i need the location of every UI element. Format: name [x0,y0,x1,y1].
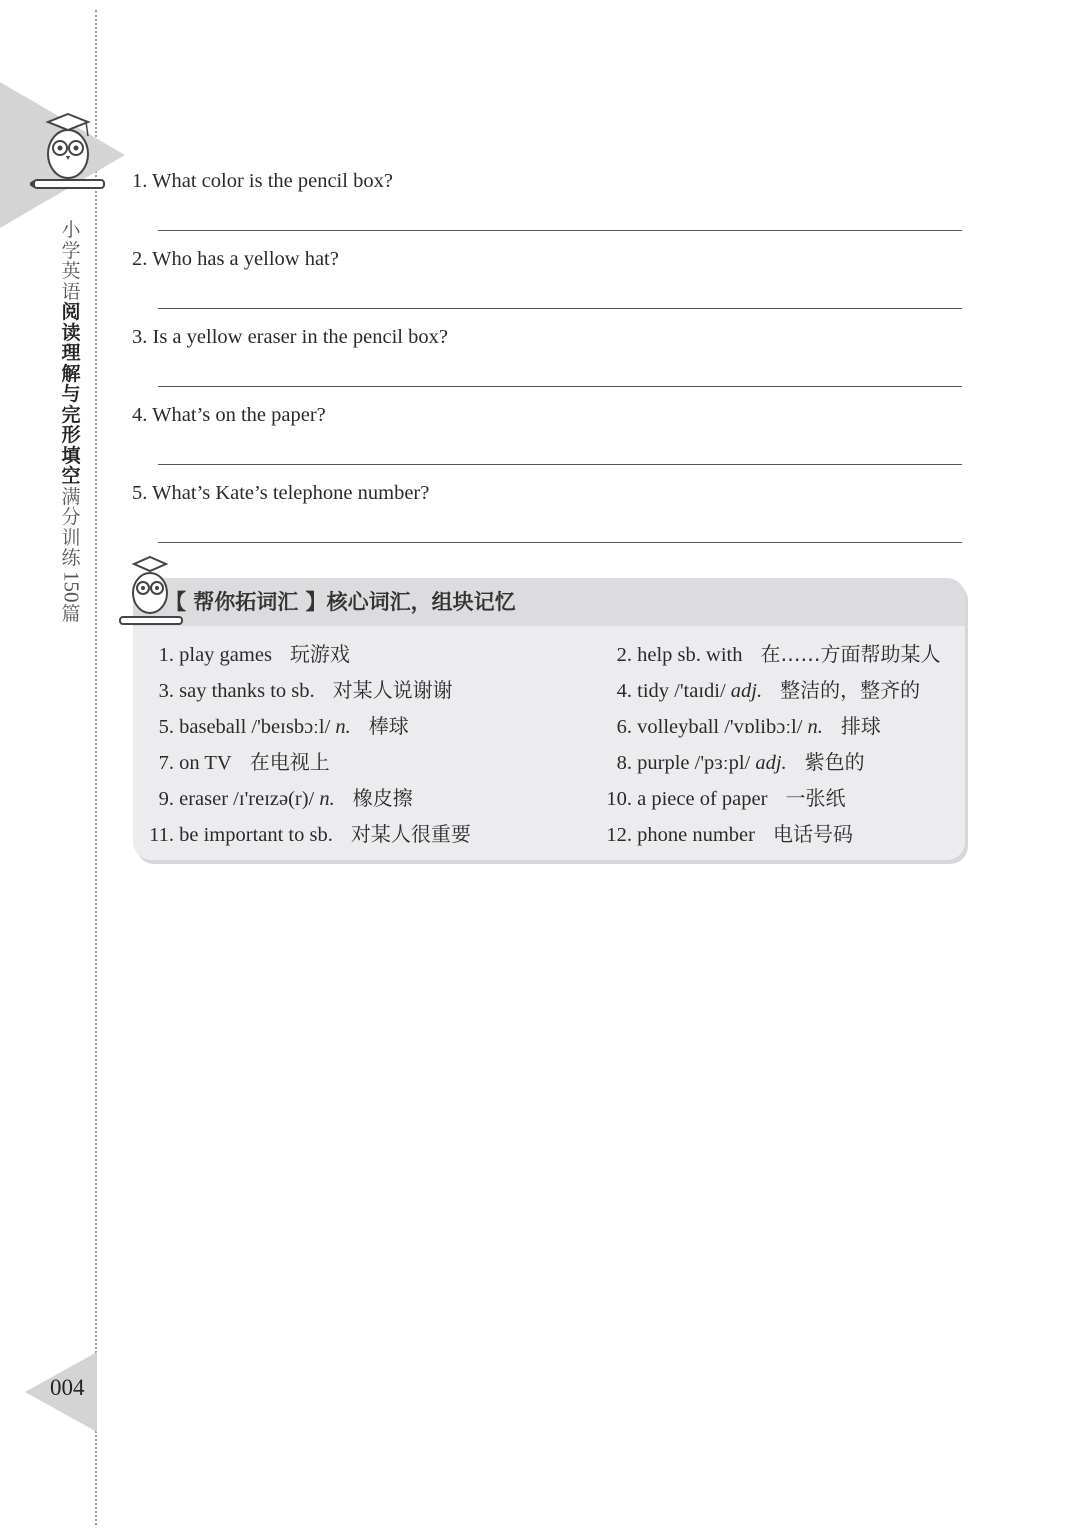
vocab-title: 【 帮你拓词汇 】核心词汇，组块记忆 [165,590,516,614]
vocab-pos: adj. [730,680,763,702]
vocab-pos: n. [335,716,351,738]
vocab-zh: 整洁的，整齐的 [780,678,921,702]
vocab-en: tidy /'taɪdi/ [637,680,726,702]
owl-mascot-icon [30,110,106,194]
vocab-zh: 紫色的 [804,750,865,774]
vocab-pos: n. [319,788,335,810]
vocab-en: eraser /ɪ'reɪzə(r)/ [179,788,315,810]
vocab-en: on TV [179,752,232,774]
question-1: 1. What color is the pencil box? [132,170,393,192]
vocab-num: 10. [606,788,632,810]
vocab-zh: 对某人很重要 [350,822,471,846]
vocab-pos: n. [807,716,823,738]
vocab-zh: 排球 [840,714,881,738]
vocab-item-9 [148,782,413,811]
vocab-num: 8. [616,752,632,774]
vocab-zh: 棒球 [368,714,409,738]
vocab-en: purple /'pɜːpl/ [637,752,751,774]
page-number: 004 [50,1375,85,1400]
vocab-en: help sb. with [637,644,743,666]
vocab-en: be important to sb. [179,824,333,846]
vocab-num: 11. [149,824,174,846]
vocab-item-1 [148,638,350,667]
vocab-item-3 [148,674,453,703]
vocab-num: 3. [158,680,174,702]
vocab-item-4 [600,674,920,703]
vocab-en: phone number [637,824,755,846]
answer-line-1[interactable] [158,230,962,231]
margin-dotted-rule [95,10,97,1525]
vocab-item-11 [140,818,471,847]
answer-line-5[interactable] [158,542,962,543]
question-5: 5. What’s Kate’s telephone number? [132,482,430,504]
vocab-item-5 [148,710,409,739]
spine-title-part1: 小学英语 [61,219,81,303]
question-4: 4. What’s on the paper? [132,404,326,426]
vocab-item-6 [600,710,881,739]
spine-title-part4: 篇 [61,603,81,625]
vocab-zh: 玩游戏 [289,642,350,666]
answer-line-3[interactable] [158,386,962,387]
spine-title-part3: 满分训练 [61,485,81,569]
vocab-num: 7. [158,752,174,774]
vocab-en: a piece of paper [637,788,768,810]
spine-title-part2: 阅读理解与完形填空 [61,301,81,487]
vocab-zh: 在……方面帮助某人 [760,642,941,666]
vocab-item-7 [148,746,330,775]
vocab-item-8 [600,746,865,775]
vocab-en: volleyball /'vɒlibɔːl/ [637,716,803,738]
vocab-num: 2. [616,644,632,666]
vocab-item-10 [600,782,845,811]
answer-line-4[interactable] [158,464,962,465]
question-2: 2. Who has a yellow hat? [132,248,339,270]
vocab-zh: 橡皮擦 [352,786,413,810]
vocab-zh: 在电视上 [249,750,330,774]
vocab-num: 12. [606,824,632,846]
vocab-zh: 一张纸 [785,786,846,810]
answer-line-2[interactable] [158,308,962,309]
question-3: 3. Is a yellow eraser in the pencil box? [132,326,448,348]
vocab-pos: adj. [755,752,787,774]
vocab-num: 1. [158,644,174,666]
vocab-en: baseball /'beɪsbɔːl/ [179,716,331,738]
spine-title-number: 150 [59,570,84,602]
vocab-num: 4. [616,680,632,702]
vocab-num: 6. [616,716,632,738]
vocab-zh: 对某人说谢谢 [332,678,453,702]
vocab-item-12 [600,818,853,847]
vocab-zh: 电话号码 [772,822,853,846]
vocab-num: 9. [158,788,174,810]
vocab-en: play games [179,644,272,666]
book-title-spine [58,220,84,625]
vocab-item-2 [600,638,940,667]
vocab-num: 5. [158,716,174,738]
vocab-en: say thanks to sb. [179,680,315,702]
